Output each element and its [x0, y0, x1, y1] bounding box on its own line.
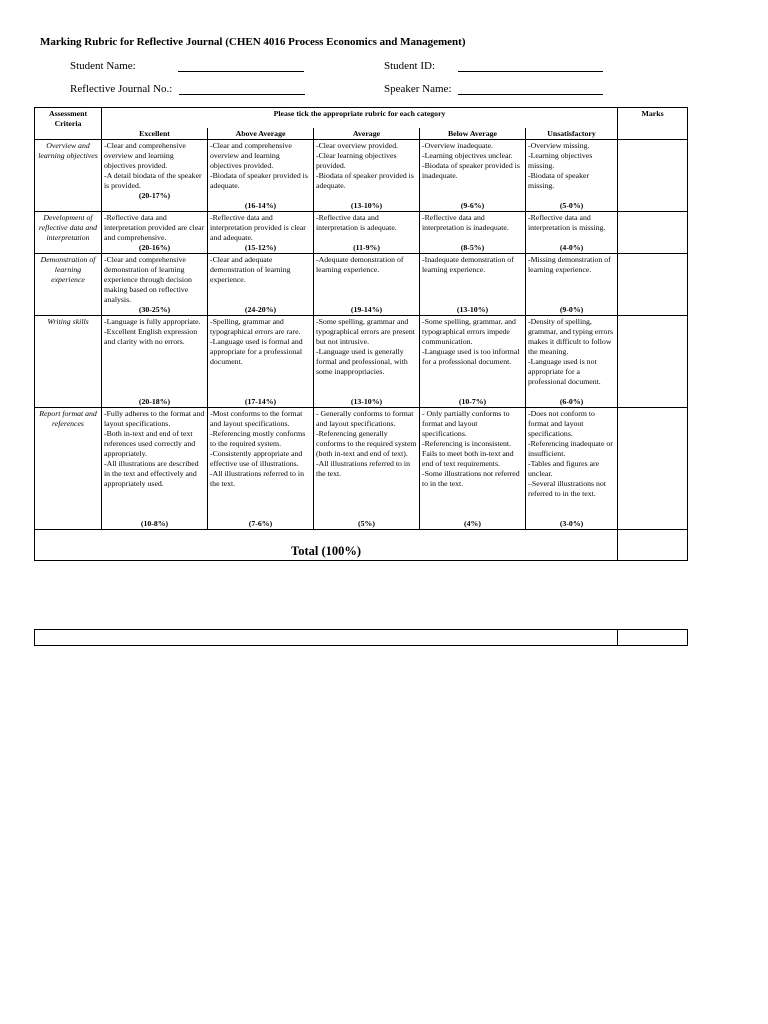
cell-percent: (3-0%): [559, 519, 584, 529]
cell-percent: (17-14%): [244, 397, 277, 407]
rubric-cell[interactable]: [526, 212, 618, 254]
cell-percent: (8-5%): [460, 243, 485, 253]
rubric-cell[interactable]: [420, 140, 526, 212]
cell-text: -Clear and adequate demonstration of learning experience.: [210, 255, 291, 285]
cell-text: -Most conforms to the format and layout specifications. -Referencing mostly conforms to the required system. -Consistently appropriate and effective use of illustrations. -All illustrations referred to in the text.: [210, 409, 306, 488]
marks-cell[interactable]: [618, 408, 688, 530]
cell-text: -Reflective data and interpretation is adequate.: [316, 213, 397, 233]
student-name-label: Student Name:: [70, 60, 136, 72]
cell-text: -Reflective data and interpretation provided is clear and adequate.: [210, 213, 306, 243]
marks-cell[interactable]: [618, 140, 688, 212]
rubric-cell[interactable]: [526, 254, 618, 316]
level-above-average: Above Average: [208, 128, 314, 140]
cell-percent: (9-0%): [559, 305, 584, 315]
rubric-cell[interactable]: [102, 408, 208, 530]
rubric-cell[interactable]: [208, 316, 314, 408]
rubric-cell[interactable]: [420, 408, 526, 530]
cell-text: -Some spelling, grammar, and typographical errors impede communication. -Language used is too informal for a professional document.: [422, 317, 520, 366]
rubric-row-development: [35, 212, 688, 254]
rubric-header-row: [35, 108, 688, 128]
student-id-field: [384, 60, 603, 72]
cell-percent: (7-6%): [248, 519, 273, 529]
marks-cell[interactable]: [618, 254, 688, 316]
level-below-average: Below Average: [420, 128, 526, 140]
cell-percent: (19-14%): [350, 305, 383, 315]
rubric-cell[interactable]: [102, 316, 208, 408]
rubric-row-demonstration: [35, 254, 688, 316]
cell-text: -Reflective data and interpretation is missing.: [528, 213, 606, 233]
total-label: Total (100%): [35, 530, 618, 561]
rubric-cell[interactable]: [208, 254, 314, 316]
cell-text: -Spelling, grammar and typographical errors are rare. -Language used is formal and appropriate for a professional document.: [210, 317, 303, 366]
cell-percent: (24-20%): [244, 305, 277, 315]
cell-percent: (15-12%): [244, 243, 277, 253]
journal-no-label: Reflective Journal No.:: [70, 83, 173, 95]
cell-text: -Adequate demonstration of learning experience.: [316, 255, 404, 275]
rubric-cell[interactable]: [526, 140, 618, 212]
bottom-empty-cell: [35, 630, 618, 646]
student-id-blank[interactable]: [458, 61, 603, 72]
rubric-row-writing: [35, 316, 688, 408]
cell-percent: (13-10%): [456, 305, 489, 315]
criterion-label: Demonstration of learning experience: [35, 254, 102, 316]
cell-percent: (9-6%): [460, 201, 485, 211]
level-unsatisfactory: Unsatisfactory: [526, 128, 618, 140]
cell-text: -Clear and comprehensive overview and learning objectives provided. -A detail biodata of the speaker is provided.: [104, 141, 202, 191]
level-average: Average: [314, 128, 420, 140]
cell-percent: (5%): [358, 519, 375, 529]
criteria-header: Assessment Criteria: [35, 108, 102, 140]
cell-text: -Clear overview provided. -Clear learning objectives provided. -Biodata of speaker provided is adequate.: [316, 141, 414, 191]
cell-text: -Overview missing. -Learning objectives missing. -Biodata of speaker missing.: [528, 141, 593, 191]
rubric-cell[interactable]: [102, 212, 208, 254]
criterion-label: Development of reflective data and interpretation: [35, 212, 102, 254]
speaker-name-label: Speaker Name:: [384, 83, 452, 95]
cell-percent: (13-10%): [350, 201, 383, 211]
cell-text: -Clear and comprehensive demonstration of learning experience through decision making based on reflective analysis.: [104, 255, 192, 305]
rubric-row-overview: [35, 140, 688, 212]
criterion-label: Overview and learning objectives: [35, 140, 102, 212]
cell-text: -Some spelling, grammar and typographical errors are present but not intrusive. -Language used is generally formal and professional, with some inappropriacies.: [316, 317, 415, 376]
speaker-name-field: [384, 83, 603, 95]
bottom-marks-cell[interactable]: [618, 630, 688, 646]
cell-percent: (5-0%): [559, 201, 584, 211]
cell-text: -Reflective data and interpretation is inadequate.: [422, 213, 509, 233]
cell-text: -Density of spelling, grammar, and typing errors makes it difficult to follow the meaning. -Language used is not appropriate for a professional document.: [528, 317, 613, 386]
rubric-cell[interactable]: [526, 408, 618, 530]
cell-text: -Inadequate demonstration of learning experience.: [422, 255, 514, 275]
cell-percent: (4-0%): [559, 243, 584, 253]
cell-text: -Missing demonstration of learning experience.: [528, 255, 611, 275]
journal-no-blank[interactable]: [179, 84, 305, 95]
rubric-cell[interactable]: [314, 212, 420, 254]
rubric-cell[interactable]: [420, 254, 526, 316]
criterion-label: Report format and references: [35, 408, 102, 530]
cell-text: -Fully adheres to the format and layout specifications. -Both in-text and end of text references used correctly and appropriately. -All illustrations are described in the text and effectively and appropriately used.: [104, 409, 205, 488]
total-marks-cell[interactable]: [618, 530, 688, 561]
cell-percent: (11-9%): [353, 243, 380, 253]
cell-percent: (4%): [464, 519, 481, 529]
cell-text: -Does not conform to format and layout specifications. -Referencing inadequate or insufficient. -Tables and figures are unclear. –Several illustrations not referred to in the text.: [528, 409, 613, 498]
rubric-cell[interactable]: [420, 212, 526, 254]
cell-text: - Only partially conforms to format and layout specifications. -Referencing is inconsistent. Fails to meet both in-text and end of text requirements. -Some illustrations not referred to in the text.: [422, 409, 520, 488]
rubric-cell[interactable]: [314, 140, 420, 212]
cell-text: -Clear and comprehensive overview and learning objectives provided. -Biodata of speaker provided is adequate.: [210, 141, 308, 191]
rubric-cell[interactable]: [208, 212, 314, 254]
marks-cell[interactable]: [618, 212, 688, 254]
rubric-cell[interactable]: [208, 408, 314, 530]
rubric-cell[interactable]: [314, 254, 420, 316]
student-name-blank[interactable]: [178, 61, 304, 72]
speaker-name-blank[interactable]: [458, 84, 603, 95]
document-title: Marking Rubric for Reflective Journal (CHEN 4016 Process Economics and Management): [40, 36, 466, 48]
cell-text: -Reflective data and interpretation provided are clear and comprehensive.: [104, 213, 205, 243]
rubric-row-format: [35, 408, 688, 530]
marks-header: Marks: [618, 108, 688, 140]
level-excellent: Excellent: [102, 128, 208, 140]
cell-percent: (10-8%): [140, 519, 169, 529]
cell-percent: (6-0%): [559, 397, 584, 407]
journal-no-field: [70, 83, 305, 95]
instruction-header: Please tick the appropriate rubric for each category: [102, 108, 618, 128]
rubric-cell[interactable]: [526, 316, 618, 408]
rubric-cell[interactable]: [102, 254, 208, 316]
cell-percent: (16-14%): [244, 201, 277, 211]
cell-percent: (20-17%): [138, 191, 171, 201]
cell-percent: (10-7%): [458, 397, 487, 407]
student-id-label: Student ID:: [384, 60, 436, 72]
cell-text: - Generally conforms to format and layout specifications. -Referencing generally conforms to the required system (both in-text and end of text). -All illustrations referred to in the text.: [316, 409, 417, 478]
cell-percent: (20-18%): [138, 397, 171, 407]
rubric-cell[interactable]: [208, 140, 314, 212]
cell-percent: (13-10%): [350, 397, 383, 407]
total-row: [35, 530, 688, 561]
rubric-cell[interactable]: [314, 408, 420, 530]
cell-text: -Overview inadequate. -Learning objectives unclear. -Biodata of speaker provided is inadequate.: [422, 141, 520, 181]
rubric-table: [34, 107, 688, 561]
rubric-cell[interactable]: [314, 316, 420, 408]
cell-percent: (30-25%): [138, 305, 171, 315]
rubric-cell[interactable]: [420, 316, 526, 408]
level-header-row: [35, 128, 688, 140]
criterion-label: Writing skills: [35, 316, 102, 408]
rubric-cell[interactable]: [102, 140, 208, 212]
marks-cell[interactable]: [618, 316, 688, 408]
student-name-field: [70, 60, 304, 72]
cell-percent: (20-16%): [138, 243, 171, 253]
bottom-empty-table: [34, 629, 688, 646]
cell-text: -Language is fully appropriate. -Excellent English expression and clarity with no errors.: [104, 317, 201, 346]
